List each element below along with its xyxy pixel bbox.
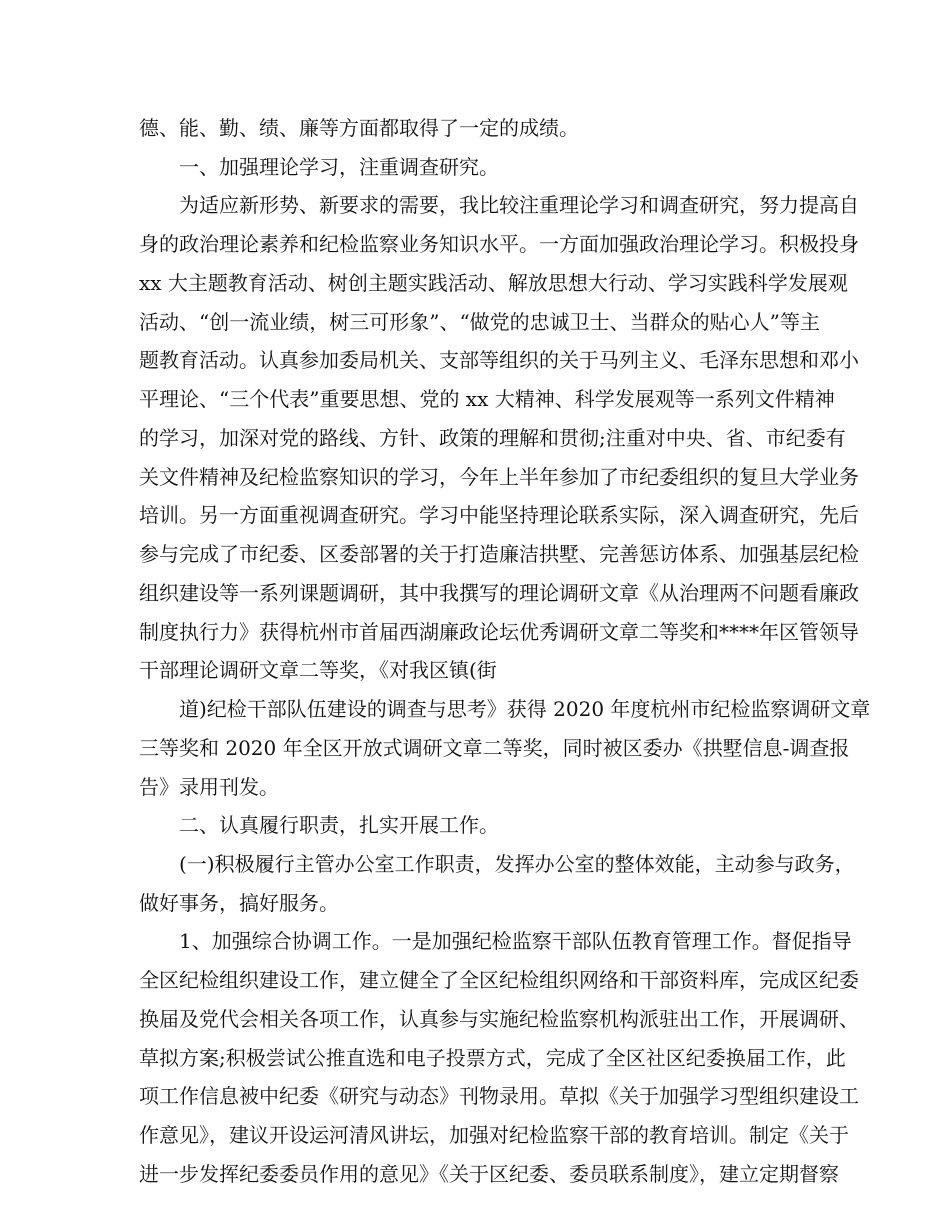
text-line-13: 组织建设等一系列课题调研，其中我撰写的理论调研文章《从治理两不问题看廉政: [139, 581, 859, 605]
text-line-18: 告》录用刊发。: [139, 775, 279, 799]
text-line-8: 平理论、“三个代表”重要思想、党的 xx 大精神、科学发展观等一系列文件精神: [139, 387, 835, 411]
text-line-3: 为适应新形势、新要求的需要，我比较注重理论学习和调查研究，努力提高自: [179, 193, 859, 217]
text-line-20: (一)积极履行主管办公室工作职责，发挥办公室的整体效能，主动参与政务，: [179, 852, 855, 876]
text-line-14: 制度执行力》获得杭州市首届西湖廉政论坛优秀调研文章二等奖和****年区管领导: [139, 620, 859, 644]
text-line-12: 参与完成了市纪委、区委部署的关于打造廉洁拱墅、完善惩访体系、加强基层纪检: [139, 542, 859, 566]
text-line-24: 换届及党代会相关各项工作，认真参与实施纪检监察机构派驻出工作，开展调研、: [139, 1007, 859, 1031]
text-line-21: 做好事务，搞好服务。: [139, 891, 339, 915]
text-line-6: 活动、“创一流业绩，树三可形象”、“做党的忠诚卫士、当群众的贴心人”等主: [139, 310, 820, 334]
text-line-4: 身的政治理论素养和纪检监察业务知识水平。一方面加强政治理论学习。积极投身: [139, 232, 859, 256]
text-line-19: 二、认真履行职责，扎实开展工作。: [179, 813, 499, 837]
text-line-27: 作意见》，建议开设运河清风讲坛，加强对纪检监察干部的教育培训。制定《关于: [139, 1123, 849, 1147]
text-line-5: xx 大主题教育活动、树创主题实践活动、解放思想大行动、学习实践科学发展观: [139, 271, 848, 295]
text-line-25: 草拟方案;积极尝试公推直选和电子投票方式，完成了全区社区纪委换届工作，此: [139, 1046, 846, 1070]
text-line-22: 1、加强综合协调工作。一是加强纪检监察干部队伍教育管理工作。督促指导: [179, 929, 852, 953]
text-line-23: 全区纪检组织建设工作，建立健全了全区纪检组织网络和干部资料库，完成区纪委: [139, 968, 859, 992]
text-line-16: 道)纪检干部队伍建设的调查与思考》获得 2020 年度杭州市纪检监察调研文章: [179, 697, 871, 721]
text-line-10: 关文件精神及纪检监察知识的学习，今年上半年参加了市纪委组织的复旦大学业务: [139, 465, 859, 489]
text-line-17: 三等奖和 2020 年全区开放式调研文章二等奖，同时被区委办《拱墅信息-调查报: [139, 736, 850, 760]
text-line-26: 项工作信息被中纪委《研究与动态》刊物录用。草拟《关于加强学习型组织建设工: [139, 1084, 859, 1108]
text-line-11: 培训。另一方面重视调查研究。学习中能坚持理论联系实际，深入调查研究，先后: [139, 503, 859, 527]
text-line-15: 干部理论调研文章二等奖，《对我区镇(街: [139, 658, 497, 682]
text-line-9: 的学习，加深对党的路线、方针、政策的理解和贯彻;注重对中央、省、市纪委有: [139, 426, 846, 450]
text-line-7: 题教育活动。认真参加委局机关、支部等组织的关于马列主义、毛泽东思想和邓小: [139, 348, 859, 372]
text-line-2: 一、加强理论学习，注重调查研究。: [179, 155, 499, 179]
text-line-1: 德、能、勤、绩、廉等方面都取得了一定的成绩。: [139, 116, 579, 140]
text-line-28: 进一步发挥纪委委员作用的意见》《关于区纪委、委员联系制度》，建立定期督察: [139, 1162, 839, 1186]
